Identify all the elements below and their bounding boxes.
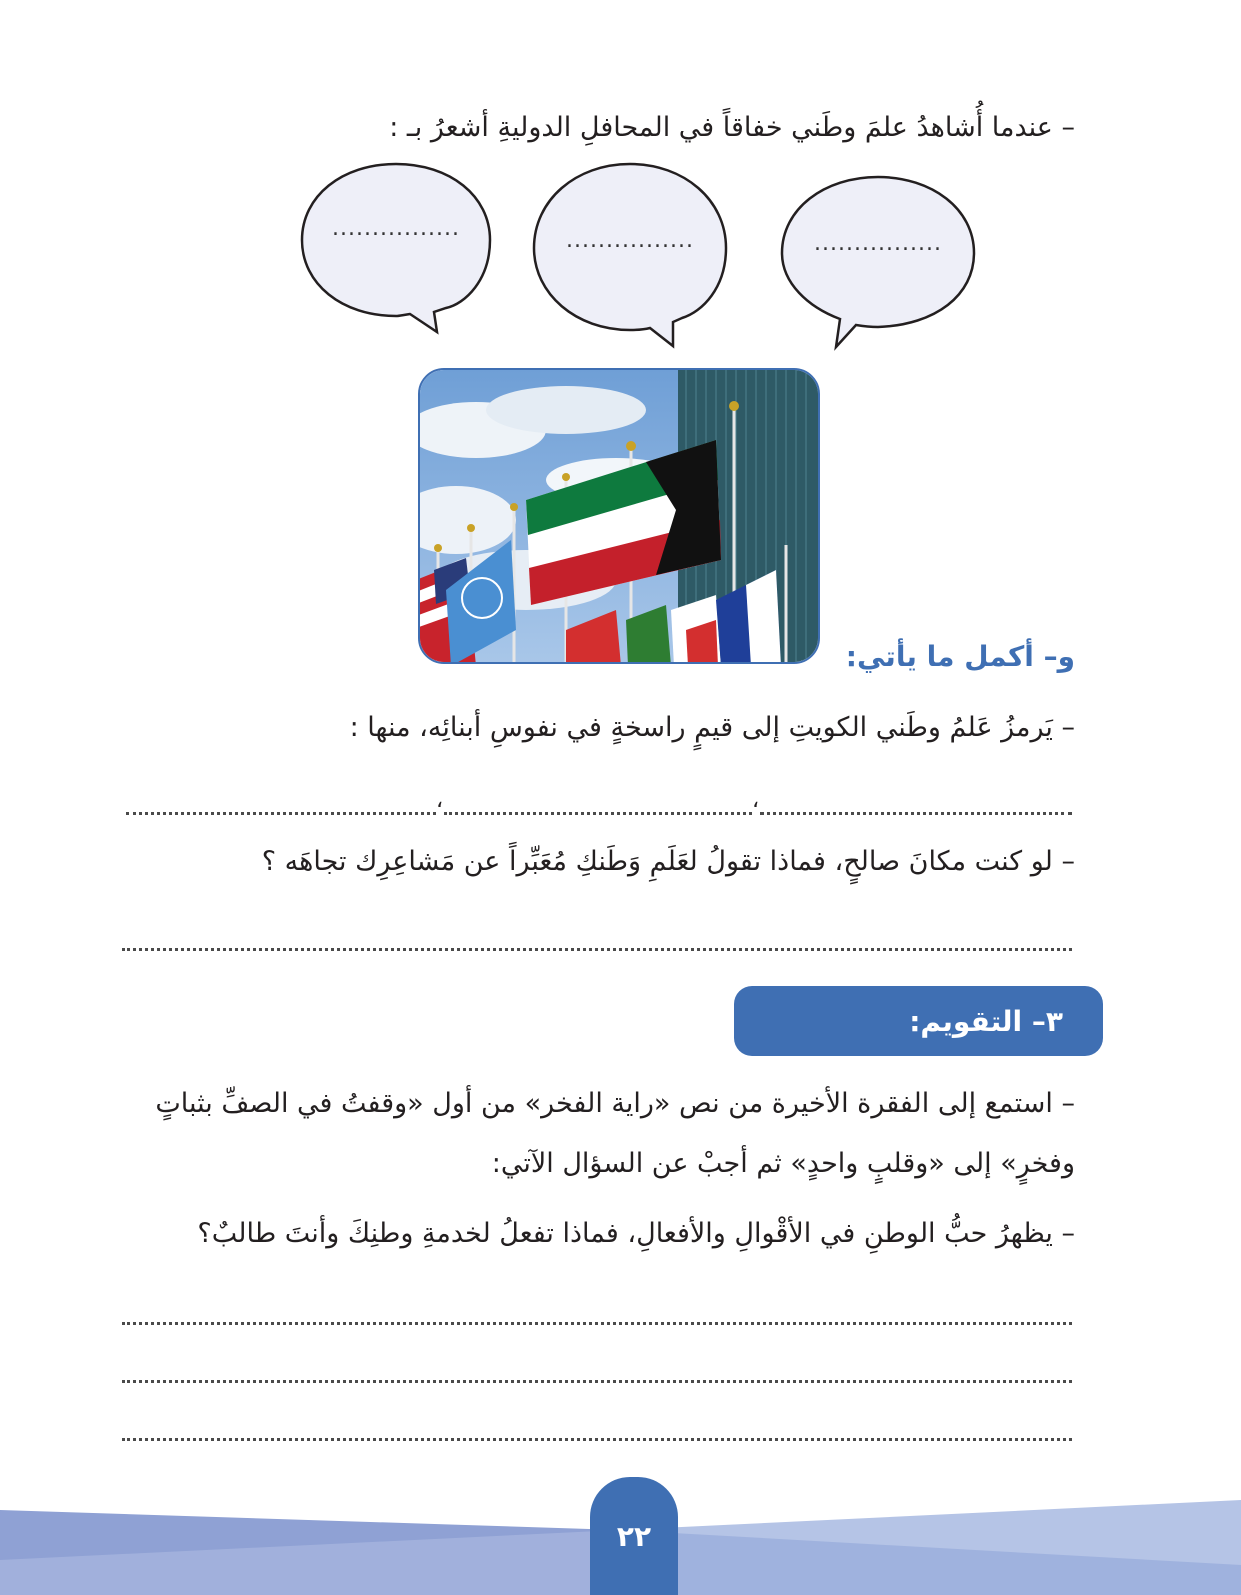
separator-comma: ، xyxy=(436,788,444,813)
speech-bubble-shape xyxy=(780,175,976,350)
speech-bubble-shape xyxy=(300,162,492,334)
answer-dots: ................ xyxy=(332,216,460,241)
answer-line-saleh[interactable] xyxy=(122,948,1072,951)
question-feeling: – عندما أُشاهدُ علمَ وطَني خفاقاً في المحافلِ الدوليةِ أشعرُ بـ : xyxy=(389,112,1075,143)
page-number: ٢٢ xyxy=(590,1477,678,1595)
answer-dots: ................ xyxy=(566,228,694,253)
listen-instruction-line-1: – استمع إلى الفقرة الأخيرة من نص «راية الفخر» من أول «وقفتُ في الصفِّ بثباتٍ xyxy=(155,1088,1075,1119)
listen-instruction-line-2: وفخرٍ» إلى «وقلبٍ واحدٍ» ثم أجبْ عن السؤال الآتي: xyxy=(491,1148,1075,1179)
question-love-homeland: – يظهرُ حبُّ الوطنِ في الأقْوالِ والأفعالِ، فماذا تفعلُ لخدمةِ وطنِكَ وأنتَ طالبٌ؟ xyxy=(197,1218,1075,1249)
speech-bubble-left[interactable] xyxy=(300,162,492,334)
answer-line-love-2[interactable] xyxy=(122,1380,1072,1383)
answer-line-values-2[interactable] xyxy=(444,812,752,815)
question-saleh: – لو كنت مكانَ صالحٍ، فماذا تقولُ لعَلَمِ وَطَنكِ مُعَبِّراً عن مَشاعِرِك تجاهَه ؟ xyxy=(261,846,1075,877)
separator-comma: ، xyxy=(752,788,760,813)
section-title-complete: و– أكمل ما يأتي: xyxy=(845,640,1075,673)
section-title-evaluation: ٣– التقويم: xyxy=(734,986,1103,1056)
speech-bubble-middle[interactable] xyxy=(532,162,728,348)
question-values: – يَرمزُ عَلمُ وطَني الكويتِ إلى قيمٍ راسخةٍ في نفوسِ أبنائِه، منها : xyxy=(349,712,1075,743)
answer-dots: ................ xyxy=(814,231,942,256)
answer-line-values-1[interactable] xyxy=(760,812,1072,815)
flags-photo xyxy=(418,368,820,664)
answer-line-values-3[interactable] xyxy=(126,812,436,815)
speech-bubble-shape xyxy=(532,162,728,348)
speech-bubble-right[interactable] xyxy=(780,175,976,350)
flags-photo-icon xyxy=(418,370,818,664)
answer-line-love-1[interactable] xyxy=(122,1322,1072,1325)
answer-line-love-3[interactable] xyxy=(122,1438,1072,1441)
